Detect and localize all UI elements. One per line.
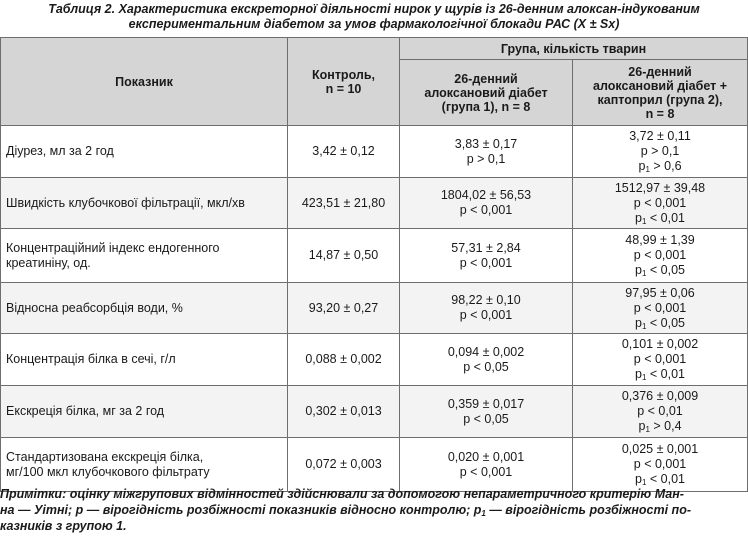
indicator-line-1: Екскреція білка, мг за 2 год <box>6 404 165 418</box>
group-2-value <box>573 386 748 438</box>
table-row <box>1 386 748 438</box>
group-2-value <box>573 334 748 386</box>
group-1-value <box>400 334 573 386</box>
g2-p: p < 0,01 <box>637 404 683 418</box>
control-value: 3,42 ± 0,12 <box>288 126 400 178</box>
g2-p1-value: < 0,05 <box>649 315 685 330</box>
group-2-value <box>573 126 748 178</box>
header-group-2 <box>573 60 748 126</box>
row-indicator <box>1 229 288 283</box>
header-group-span: Група, кількість тварин <box>400 38 748 60</box>
g1-p: p < 0,05 <box>463 359 509 374</box>
data-table <box>0 37 748 492</box>
control-value: 0,088 ± 0,002 <box>288 334 400 386</box>
g2-mean: 97,95 ± 0,06 <box>625 285 695 300</box>
control-value: 423,51 ± 21,80 <box>288 178 400 229</box>
g1-mean: 1804,02 ± 56,53 <box>440 188 532 202</box>
g2-p1: $p_1 > 0,4$ <box>638 419 682 434</box>
g2-p1-value: > 0,4 <box>653 419 682 433</box>
table-row <box>1 334 748 386</box>
control-value: 93,20 ± 0,27 <box>288 283 400 334</box>
g2-p1: $p_1 > 0,6$ <box>638 159 682 174</box>
g1-p: p < 0,001 <box>459 203 513 217</box>
g2-p1-value: < 0,01 <box>649 367 685 381</box>
header-g2-line-3: каптоприл (група 2), <box>597 92 723 107</box>
g2-mean: 48,99 ± 1,39 <box>625 233 695 247</box>
table-row <box>1 178 748 229</box>
group-1-value <box>400 229 573 283</box>
g2-mean: 0,101 ± 0,002 <box>621 337 699 351</box>
header-control <box>288 38 400 126</box>
group-2-value <box>573 283 748 334</box>
control-value: 0,072 ± 0,003 <box>288 438 400 492</box>
header-g2-line-2: алоксановий діабет + <box>593 78 727 93</box>
g1-mean: 3,83 ± 0,17 <box>454 136 518 151</box>
notes-line-3: казників з групою 1. <box>0 519 127 533</box>
g1-p: p < 0,05 <box>463 411 509 426</box>
notes-line-2: на — Уітні; р — вірогідність розбіжності показників відносно контролю; $р_1$ — вірогідність розбіжності по- <box>0 503 691 518</box>
caption-line-1: Таблиця 2. Характеристика екскреторної діяльності нирок у щурів із 26-денним алоксан-індукованим <box>48 2 700 16</box>
header-g1-line-3: (група 1), n = 8 <box>441 99 531 114</box>
g1-p: p < 0,001 <box>459 464 513 479</box>
g1-p: p > 0,1 <box>466 151 506 166</box>
row-indicator <box>1 438 288 492</box>
g1-mean: 98,22 ± 0,10 <box>451 293 521 307</box>
row-indicator <box>1 178 288 229</box>
header-indicator: Показник <box>1 38 288 126</box>
indicator-line-1: Відносна реабсорбція води, % <box>6 300 183 315</box>
row-indicator <box>1 126 288 178</box>
indicator-line-1: Діурез, мл за 2 год <box>6 144 114 158</box>
header-group-1 <box>400 60 573 126</box>
control-value: 0,302 ± 0,013 <box>288 386 400 438</box>
g2-p1: $p_1 < 0,05$ <box>635 315 685 331</box>
g2-mean: 0,025 ± 0,001 <box>621 442 699 456</box>
g2-mean: 0,376 ± 0,009 <box>621 389 699 403</box>
g1-mean: 0,094 ± 0,002 <box>447 344 525 359</box>
g2-p1-value: < 0,01 <box>649 472 685 486</box>
indicator-line-1: Стандартизована екскреція білка, <box>6 449 204 464</box>
g1-mean: 0,359 ± 0,017 <box>447 396 525 411</box>
g2-p1: $p_1 < 0,05$ <box>635 263 685 278</box>
g1-mean: 57,31 ± 2,84 <box>451 240 521 255</box>
table-row <box>1 283 748 334</box>
g2-p1: $p_1 < 0,01$ <box>635 210 685 226</box>
data-table-wrapper <box>0 37 747 487</box>
g2-p: p < 0,001 <box>633 248 687 262</box>
g1-p: p < 0,001 <box>459 255 513 270</box>
header-g1-line-2: алоксановий діабет <box>424 85 548 100</box>
group-1-value <box>400 178 573 229</box>
group-2-value <box>573 178 748 229</box>
notes-line-2-b: — вірогідність розбіжності по- <box>485 503 691 517</box>
indicator-line-1: Швидкість клубочкової фільтрації, мкл/хв <box>6 195 245 210</box>
g2-p1-value: > 0,6 <box>653 159 682 173</box>
header-g2-line-1: 26-денний <box>628 64 692 79</box>
row-indicator <box>1 283 288 334</box>
g2-p: p < 0,001 <box>633 457 687 471</box>
group-1-value <box>400 283 573 334</box>
notes-line-1: Примітки: оцінку міжгрупових відмінностей здійснювали за допомогою непараметричного критерію Ман- <box>0 487 684 501</box>
group-1-value <box>400 126 573 178</box>
header-g1-line-1: 26-денний <box>454 71 518 86</box>
table-notes <box>0 486 744 534</box>
g2-p: p < 0,001 <box>633 195 687 210</box>
row-indicator <box>1 334 288 386</box>
g2-p1: $p_1 < 0,01$ <box>635 367 685 382</box>
table-caption <box>0 2 748 32</box>
g2-p: p < 0,001 <box>633 352 687 366</box>
caption-line-2: експериментальним діабетом за умов фармакологічної блокади РАС (X ± Sx) <box>128 17 620 31</box>
g2-p: p < 0,001 <box>633 300 687 315</box>
table-row <box>1 126 748 178</box>
indicator-line-2: мг/100 мкл клубочкового фільтрату <box>6 464 210 479</box>
g2-mean: 1512,97 ± 39,48 <box>614 180 706 195</box>
header-control-line-2: n = 10 <box>325 81 362 96</box>
g2-p1-value: < 0,05 <box>649 263 685 277</box>
table-row <box>1 229 748 283</box>
g2-p1: $p_1 < 0,01$ <box>635 472 685 487</box>
g1-p: p < 0,001 <box>459 308 513 322</box>
g2-p1-value: < 0,01 <box>649 210 685 225</box>
row-indicator <box>1 386 288 438</box>
group-2-value <box>573 229 748 283</box>
indicator-line-2: креатиніну, од. <box>6 255 91 270</box>
group-1-value <box>400 386 573 438</box>
group-1-value <box>400 438 573 492</box>
g2-mean: 3,72 ± 0,11 <box>629 129 691 143</box>
notes-line-2-a: на — Уітні; р — вірогідність розбіжності показників відносно контролю; р <box>0 503 482 517</box>
g1-mean: 0,020 ± 0,001 <box>447 449 525 464</box>
table-row <box>1 438 748 492</box>
g2-p: p > 0,1 <box>640 144 680 158</box>
header-g2-line-4: n = 8 <box>645 106 675 121</box>
group-2-value <box>573 438 748 492</box>
header-control-line-1: Контроль, <box>312 67 375 82</box>
control-value: 14,87 ± 0,50 <box>288 229 400 283</box>
indicator-line-1: Концентрація білка в сечі, г/л <box>6 352 176 366</box>
indicator-line-1: Концентраційний індекс ендогенного <box>6 240 220 255</box>
